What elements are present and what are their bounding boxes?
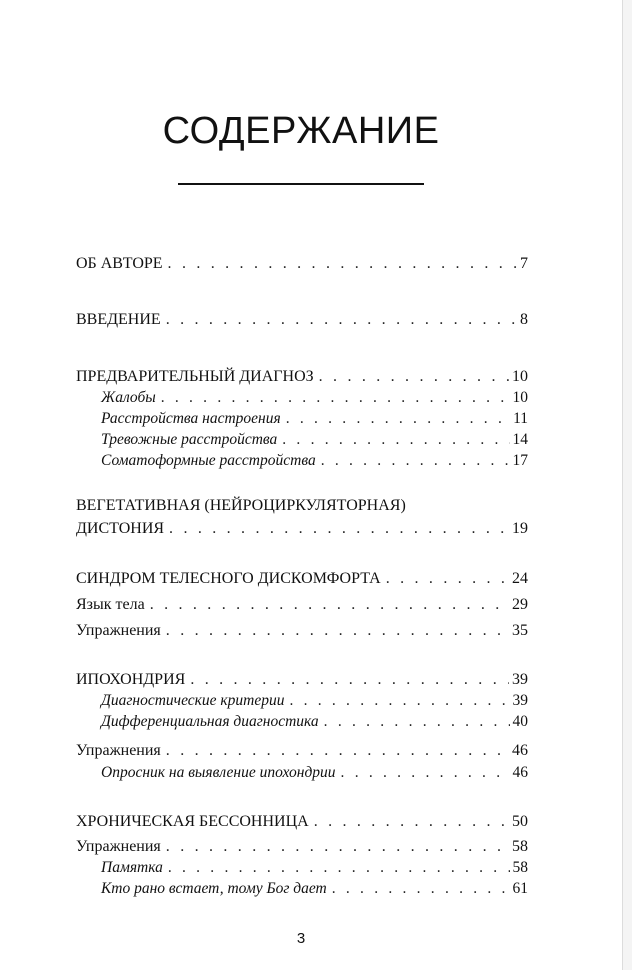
toc-subentry: [101, 879, 528, 899]
toc-entry-page: 11: [513, 410, 528, 427]
dot-leader: [321, 451, 510, 471]
toc-entry-title: Упражнения: [76, 742, 161, 759]
dot-leader: [190, 670, 509, 690]
toc-entry-page: 40: [512, 713, 528, 730]
toc-entry-page: 39: [512, 692, 528, 709]
dot-leader: [282, 430, 509, 450]
toc-entry-title-line1: ВЕГЕТАТИВНАЯ (НЕЙРОЦИРКУЛЯТОРНАЯ): [76, 497, 406, 514]
toc-entry-title: Жалобы: [101, 389, 156, 406]
toc-entry-title: Опросник на выявление ипохондрии: [101, 764, 336, 781]
toc-entry-page: 46: [512, 742, 528, 759]
toc-entry-title: Кто рано встает, тому Бог дает: [101, 880, 327, 897]
toc-subentry: [101, 451, 528, 471]
toc-entry-title: ОБ АВТОРЕ: [76, 255, 163, 272]
dot-leader: [286, 409, 510, 429]
page-title: СОДЕРЖАНИЕ: [162, 110, 440, 152]
toc-entry-page: 17: [512, 452, 528, 469]
toc-entry-title: Язык тела: [76, 596, 145, 613]
toc-entry: [76, 519, 528, 539]
toc-entry-title: ХРОНИЧЕСКАЯ БЕССОННИЦА: [76, 813, 309, 830]
dot-leader: [319, 367, 509, 387]
toc-entry-title: СИНДРОМ ТЕЛЕСНОГО ДИСКОМФОРТА: [76, 570, 381, 587]
toc-entry-page: 10: [512, 368, 528, 385]
dot-leader: [332, 879, 510, 899]
toc-entry: [76, 812, 528, 832]
toc-entry: [76, 670, 528, 690]
toc-subentry: [101, 763, 528, 783]
toc-entry-title: ВВЕДЕНИЕ: [76, 311, 161, 328]
toc-entry-page: 19: [512, 520, 528, 537]
toc-entry-title: Расстройства настроения: [101, 410, 281, 427]
toc-entry-title: Дифференциальная диагностика: [101, 713, 319, 730]
dot-leader: [386, 569, 509, 589]
dot-leader: [169, 519, 509, 539]
dot-leader: [166, 621, 509, 641]
dot-leader: [168, 254, 517, 274]
toc-entry-page: 7: [520, 255, 528, 272]
toc-entry-page: 58: [512, 838, 528, 855]
toc-entry-title: ИПОХОНДРИЯ: [76, 671, 186, 688]
toc-entry-title: Упражнения: [76, 838, 161, 855]
dot-leader: [166, 837, 509, 857]
toc-entry-page: 14: [512, 431, 528, 448]
toc-entry: [76, 310, 528, 330]
toc-entry-page: 10: [512, 389, 528, 406]
title-underline: [178, 183, 424, 185]
toc-entry-page: 46: [512, 764, 528, 781]
dot-leader: [324, 712, 510, 732]
toc-subentry: [101, 691, 528, 711]
toc-subentry: [101, 858, 528, 878]
toc-entry: [76, 621, 528, 641]
toc-entry-title: ДИСТОНИЯ: [76, 520, 165, 537]
dot-leader: [314, 812, 509, 832]
toc-subentry: [101, 430, 528, 450]
toc-entry-page: 39: [512, 671, 528, 688]
toc-entry-title: Диагностические критерии: [101, 692, 285, 709]
dot-leader: [150, 595, 509, 615]
dot-leader: [168, 858, 510, 878]
toc-entry-page: 35: [512, 622, 528, 639]
dot-leader: [166, 310, 517, 330]
toc-entry-page: 24: [512, 570, 528, 587]
toc-entry-title: Тревожные расстройства: [101, 431, 278, 448]
toc-entry: [76, 837, 528, 857]
dot-leader: [289, 691, 509, 711]
toc-entry-title: ПРЕДВАРИТЕЛЬНЫЙ ДИАГНОЗ: [76, 368, 314, 385]
toc-entry-page: 8: [520, 311, 528, 328]
toc-subentry: [101, 712, 528, 732]
toc-entry-title: Памятка: [101, 859, 163, 876]
toc-entry: [76, 254, 528, 274]
page-number: 3: [296, 930, 306, 947]
toc-entry-title: Соматоформные расстройства: [101, 452, 316, 469]
toc-subentry: [101, 388, 528, 408]
toc-entry: [76, 569, 528, 589]
toc-entry-page: 29: [512, 596, 528, 613]
toc-entry-title: Упражнения: [76, 622, 161, 639]
toc-entry-page: 58: [512, 859, 528, 876]
toc-subentry: [101, 409, 528, 429]
toc-entry-page: 61: [512, 880, 528, 897]
dot-leader: [166, 741, 509, 761]
toc-entry: [76, 741, 528, 761]
toc-entry: [76, 367, 528, 387]
toc-entry-page: 50: [512, 813, 528, 830]
toc-entry: [76, 595, 528, 615]
dot-leader: [341, 763, 510, 783]
dot-leader: [161, 388, 510, 408]
